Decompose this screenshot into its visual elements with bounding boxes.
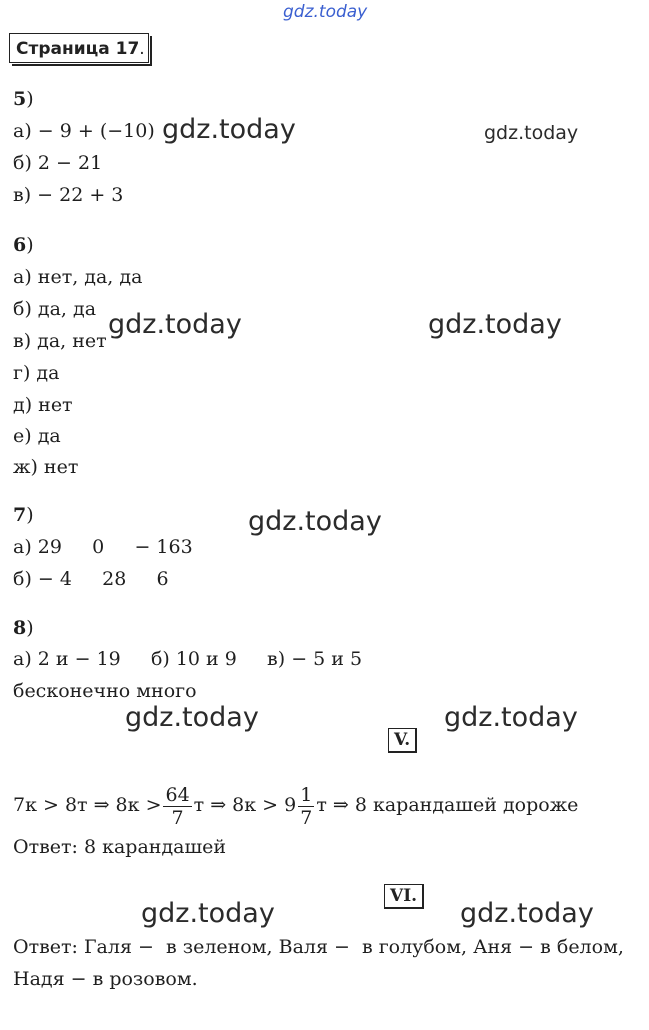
watermark: gdz.today [162,114,296,145]
task7-a: а) 29 0 − 163 [13,536,193,558]
task6-number: 6) [13,234,34,256]
watermark: gdz.today [444,702,578,733]
section-v-expression [13,775,578,835]
task8-number: 8) [13,617,34,639]
watermark: gdz.today [248,506,382,537]
task8-b: бесконечно много [13,680,197,702]
expr-part1: 7к > 8т ⇒ 8к > [13,794,162,816]
watermark: gdz.today [484,122,579,144]
section-vi-label: VI. [384,884,424,909]
section-v-answer: Ответ: 8 карандашей [13,836,227,858]
task6-item: г) да [13,362,60,384]
watermark: gdz.today [141,898,275,929]
watermark: gdz.today [460,898,594,929]
section-vi-answer-line2: Надя − в розовом. [13,968,198,990]
task6-item: д) нет [13,394,73,416]
task6-item: б) да, да [13,298,97,320]
task5-b: б) 2 − 21 [13,152,103,174]
section-v-label: V. [388,728,417,753]
task7-b: б) − 4 28 6 [13,568,169,590]
task5-a: а) − 9 + (−10) [13,120,155,142]
task5-c: в) − 22 + 3 [13,184,124,206]
section-vi-answer-line1: Ответ: Галя − в зеленом, Валя − в голубом, Аня − в белом, [13,936,624,958]
page-label-text: Страница 17 [16,39,140,59]
task6-item: в) да, нет [13,330,107,352]
watermark-top: gdz.today [283,2,368,22]
task6-item: а) нет, да, да [13,266,143,288]
task6-item: ж) нет [13,456,79,478]
fraction: $\frac{64}{7}$ [165,783,190,829]
expr-part2: т ⇒ 8к > 9 [193,794,297,816]
watermark: gdz.today [108,309,242,340]
expr-part3: т ⇒ 8 карандашей дороже [316,794,579,816]
task7-number: 7) [13,504,34,526]
watermark: gdz.today [125,702,259,733]
fraction: $\frac{1}{7}$ [300,783,313,829]
page-label [9,33,149,63]
task8-a: а) 2 и − 19 б) 10 и 9 в) − 5 и 5 [13,648,363,670]
task5-number: 5) [13,88,34,110]
page-label-suffix: . [139,39,145,59]
task6-item: е) да [13,425,61,447]
watermark: gdz.today [428,309,562,340]
